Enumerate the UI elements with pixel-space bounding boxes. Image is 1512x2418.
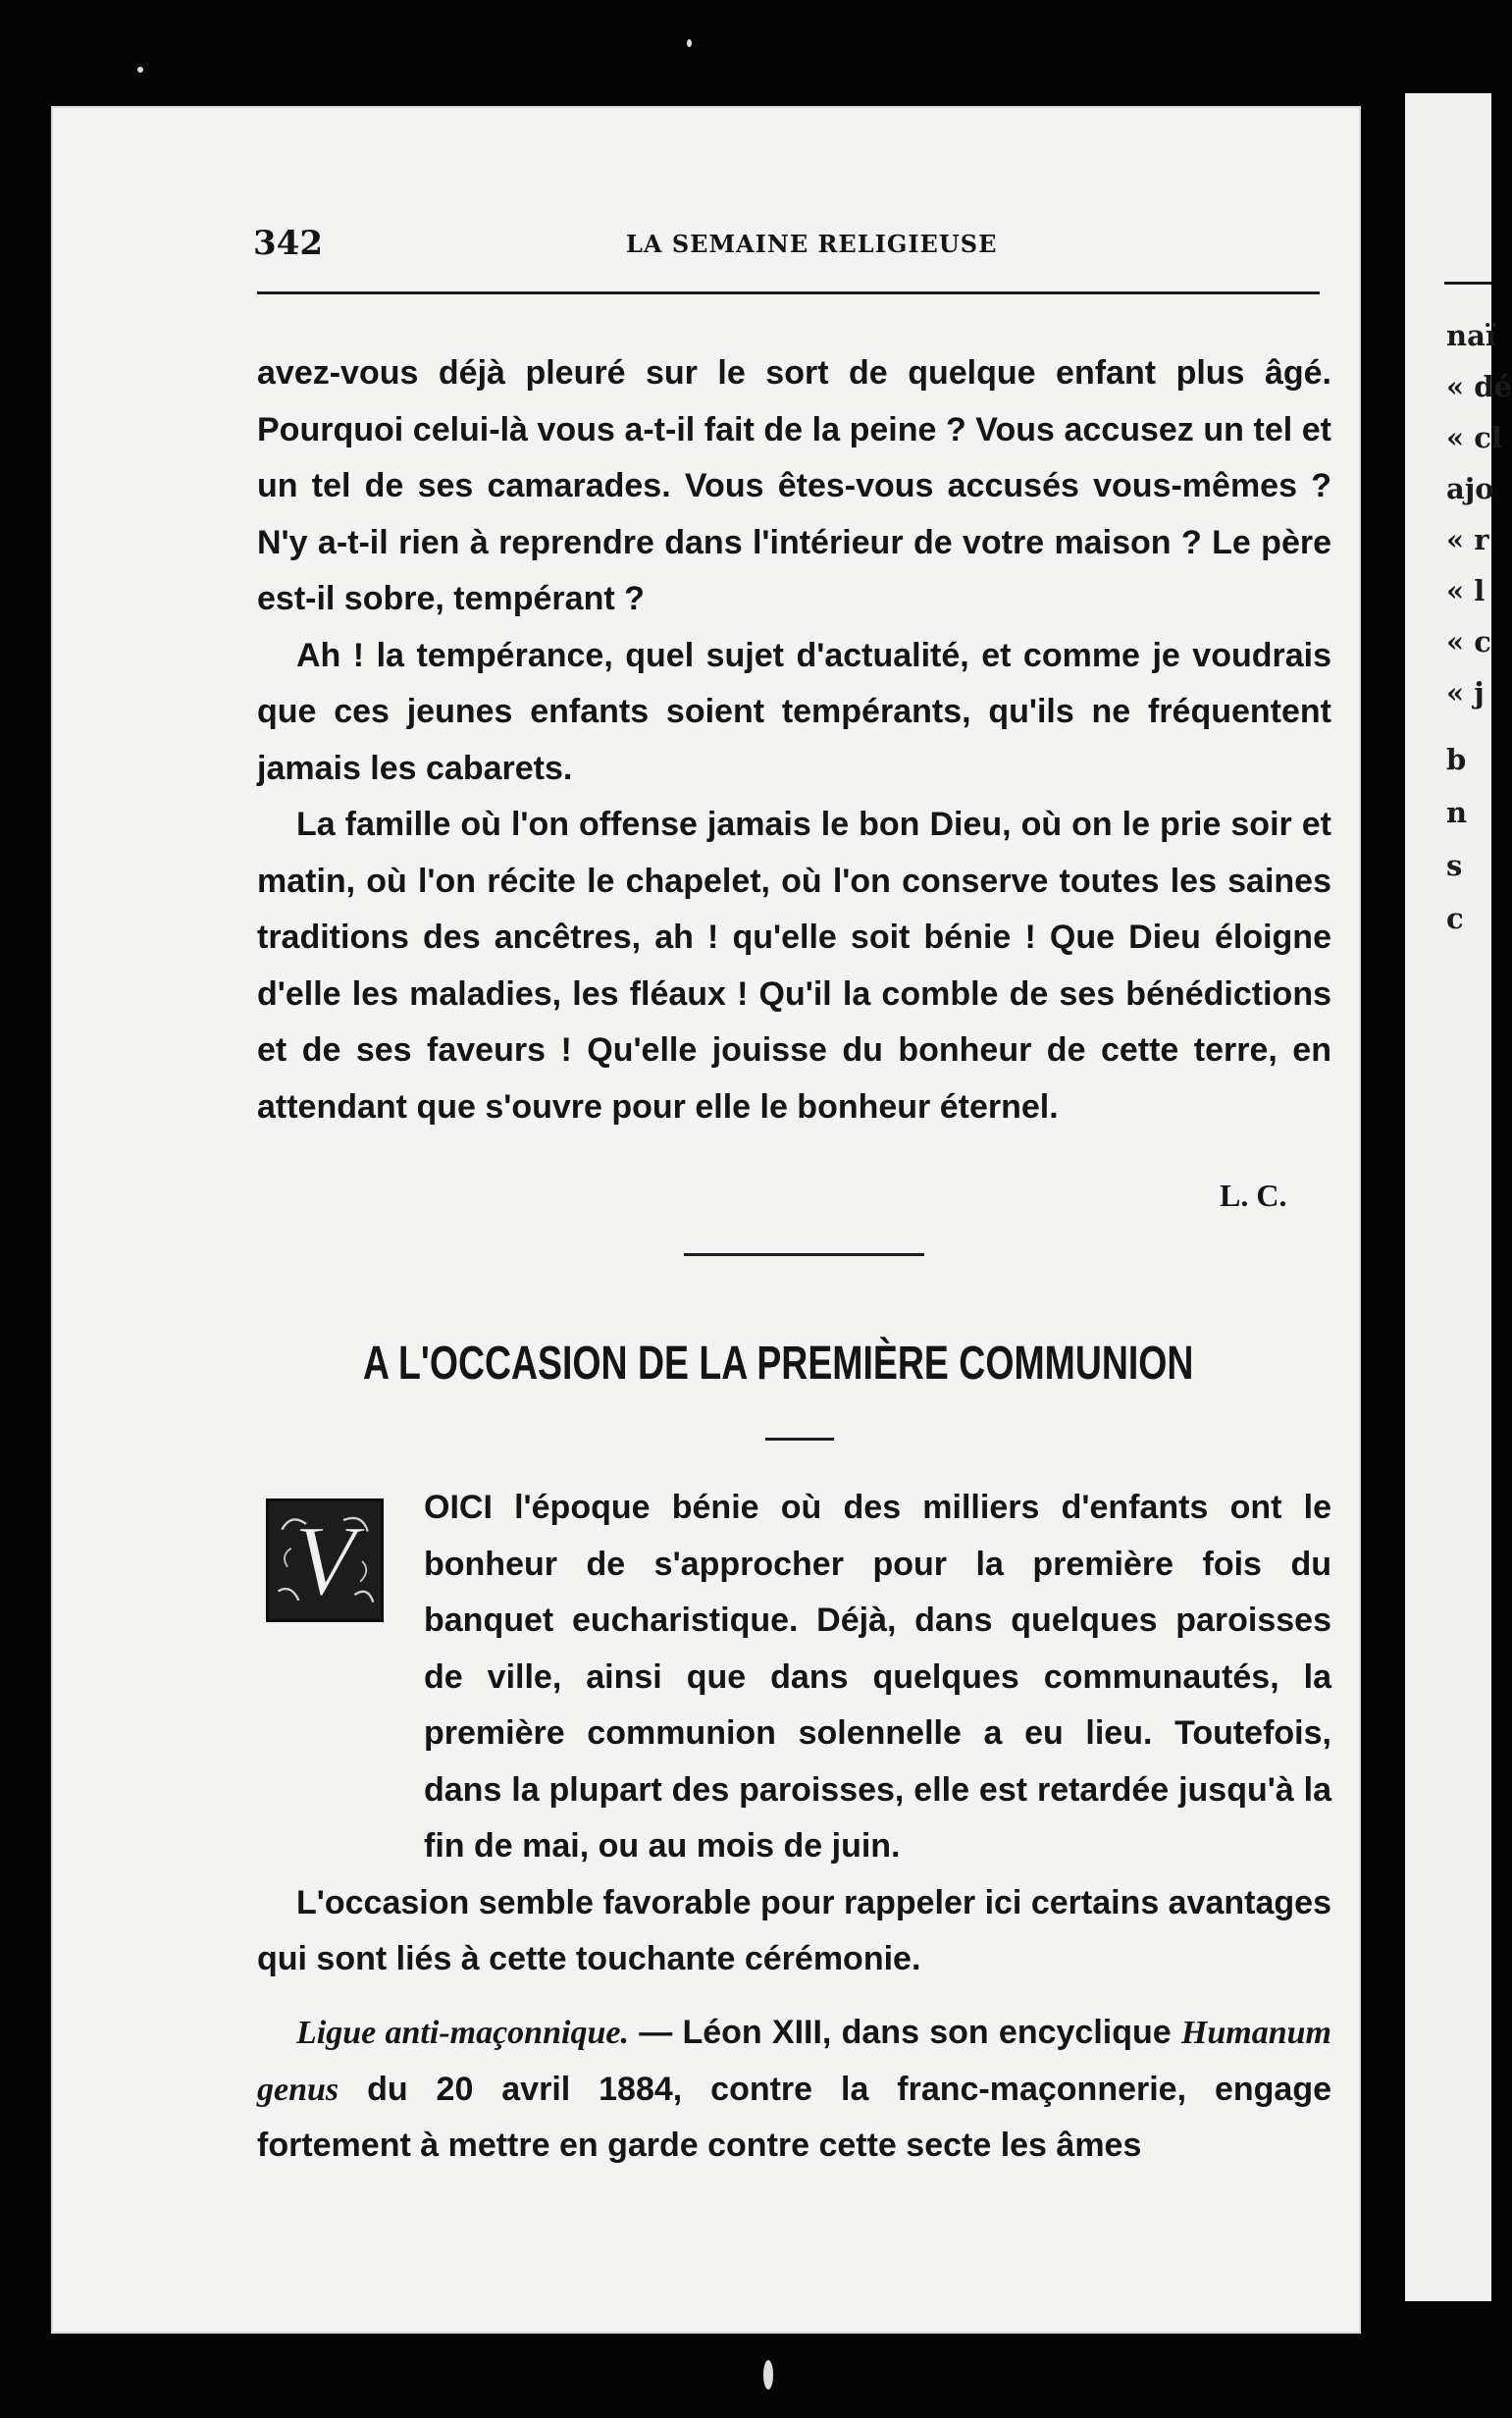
continuation-text bbox=[257, 345, 1331, 1135]
adjacent-fragment: ajo bbox=[1446, 472, 1494, 505]
drop-cap-letter: V bbox=[293, 1506, 356, 1618]
paragraph: avez-vous déjà pleuré sur le sort de quelque enfant plus âgé. Pourquoi celui-là vous a-t-il fait de la peine ? Vous accusez un tel et un tel de ses camarades. Vous êtes-vous accusés vous-mêmes ? N'y a-t-il rien à reprendre dans l'intérieur de votre maison ? Le père est-il sobre, tempérant ? bbox=[257, 354, 1331, 617]
adjacent-fragment: « c bbox=[1446, 625, 1491, 658]
title-underline bbox=[765, 1438, 834, 1441]
adjacent-fragment: « j bbox=[1446, 676, 1485, 710]
adjacent-fragment: « r bbox=[1446, 523, 1489, 556]
running-title: LA SEMAINE RELIGIEUSE bbox=[626, 230, 998, 258]
ligue-paragraph bbox=[257, 2005, 1331, 2175]
scan-speck bbox=[687, 39, 692, 47]
ligue-text: du 20 avril 1884, contre la franc-maçonnerie, engage fortement à mettre en garde contre cette secte les âmes bbox=[257, 2070, 1331, 2164]
adjacent-fragment: b bbox=[1446, 743, 1467, 776]
adjacent-fragment: n bbox=[1446, 796, 1468, 829]
scan-speck bbox=[763, 2360, 773, 2390]
page-number: 342 bbox=[253, 224, 323, 263]
adjacent-page-edge bbox=[1405, 93, 1512, 2301]
paragraph: L'occasion semble favorable pour rappeler ici certains avantages qui sont liés à cette touchante cérémonie. bbox=[257, 1883, 1331, 1977]
paragraph: La famille où l'on offense jamais le bon Dieu, où on le prie soir et matin, où l'on récite le chapelet, où l'on conserve toutes les saines traditions des ancêtres, ah ! qu'elle soit bénie ! Que Dieu éloigne d'elle les maladies, les fléaux ! Qu'il la comble de ses bénédictions et de ses faveurs ! Qu'elle jouisse du bonheur de cette terre, en attendant que s'ouvre pour elle le bonheur éternel. bbox=[257, 806, 1331, 1126]
section-title: A L'OCCASION DE LA PREMIÈRE COMMUNION bbox=[363, 1338, 1194, 1390]
header-rule bbox=[257, 291, 1320, 294]
adjacent-fragment: « l bbox=[1446, 574, 1486, 607]
adjacent-fragment: « dé bbox=[1446, 370, 1512, 403]
signature: L. C. bbox=[1220, 1178, 1287, 1213]
adjacent-fragment: s bbox=[1446, 849, 1463, 882]
ligue-text: — Léon XIII, dans son encyclique bbox=[628, 2014, 1181, 2051]
first-paragraph: OICI l'époque bénie où des milliers d'enfants ont le bonheur de s'approcher pour la première fois du banquet eucharistique. Déjà, dans quelques paroisses de ville, ainsi que dans quelques communautés, la première communion solennelle a eu lieu. Toutefois, dans la plupart des paroisses, elle est retardée jusqu'à la fin de mai, ou au mois de juin. bbox=[424, 1489, 1331, 1865]
encyclical-title: Humanum genus bbox=[257, 2015, 1331, 2108]
page-header bbox=[253, 224, 1323, 263]
adjacent-fragment: « cl bbox=[1446, 421, 1502, 454]
adjacent-page-rule bbox=[1444, 282, 1491, 285]
ligue-label: Ligue anti-maçonnique. bbox=[296, 2015, 629, 2051]
paragraph: Ah ! la tempérance, quel sujet d'actualité, et comme je voudrais que ces jeunes enfants soient tempérants, qu'ils ne fréquentent jamais les cabarets. bbox=[257, 636, 1331, 787]
paragraph bbox=[257, 2005, 1331, 2175]
adjacent-fragment: c bbox=[1446, 902, 1464, 935]
section-body bbox=[257, 1480, 1331, 1988]
adjacent-fragment: naï bbox=[1446, 319, 1496, 352]
section-separator bbox=[684, 1253, 924, 1256]
scan-speck bbox=[137, 67, 143, 73]
